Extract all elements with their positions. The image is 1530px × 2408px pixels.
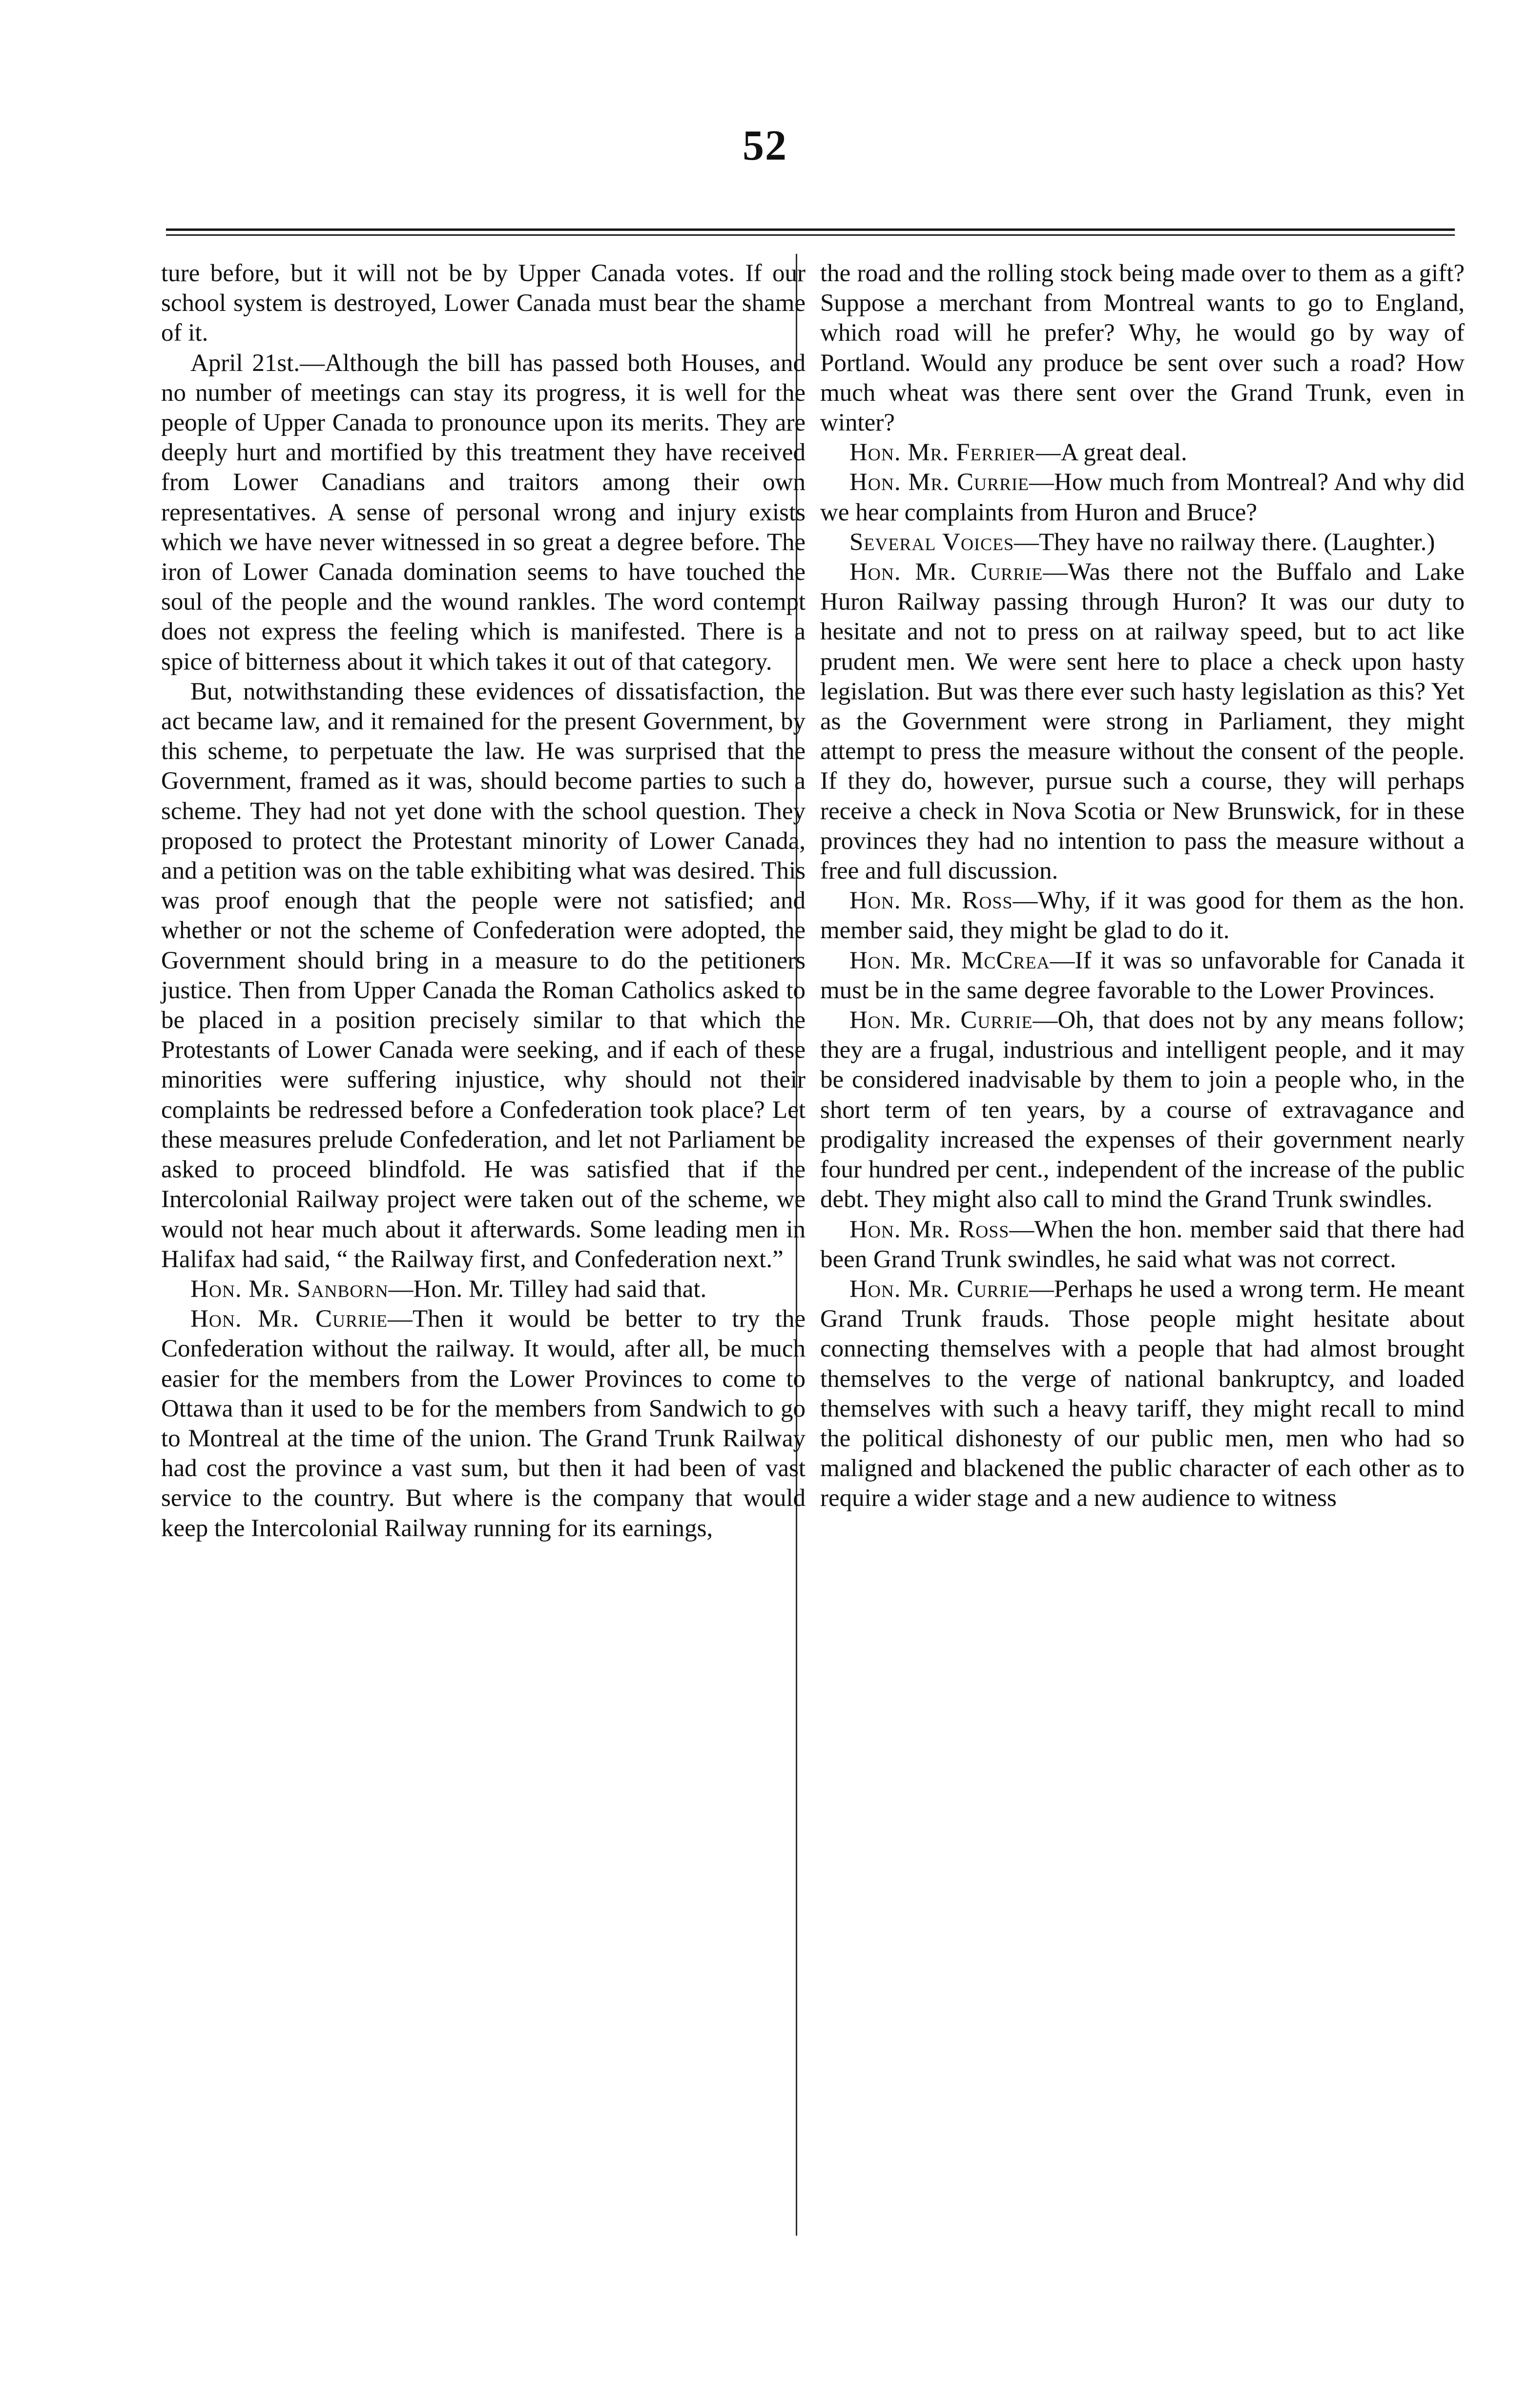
speech-text: —They have no railway there. (Laughter.) bbox=[1014, 528, 1435, 556]
right-paragraph-2 bbox=[820, 438, 1465, 468]
right-paragraph-6 bbox=[820, 886, 1465, 946]
left-paragraph-4 bbox=[161, 1275, 806, 1304]
left-paragraph-1: ture before, but it will not be by Upper Canada votes. If our school system is destroyed, Lower Canada must bear the shame of it. bbox=[161, 260, 806, 347]
speaker-name: Hon. Mr. Currie bbox=[849, 1007, 1033, 1034]
speaker-name: Hon. Mr. Currie bbox=[849, 558, 1043, 586]
speaker-name: Hon. Mr. Sanborn bbox=[190, 1275, 389, 1303]
header-rule bbox=[166, 228, 1455, 231]
header-rule-secondary bbox=[166, 234, 1455, 236]
speech-text: —Why, if it was good for them as the hon. member said, they might be glad to do it. bbox=[820, 887, 1465, 945]
right-paragraph-4 bbox=[820, 528, 1465, 557]
right-paragraph-9 bbox=[820, 1215, 1465, 1275]
left-paragraph-3: But, notwithstanding these evidences of dissatisfaction, the act became law, and it remained for the present Government, by this scheme, to perpetuate the law. He was surprised that the Government, framed as it was, should become parties to such a scheme. They had not yet done with the school question. They proposed to protect the Protestant minority of Lower Canada, and a petition was on the table exhibiting what was desired. This was proof enough that the people were not satisfied; and whether or not the scheme of Confederation were adopted, the Government should bring in a measure to do the petitioners justice. Then from Upper Canada the Roman Catholics asked to be placed in a position precisely similar to that which the Protestants of Lower Canada were seeking, and if each of these minorities were suffering injustice, why should not their complaints be redressed before a Confederation took place? Let these measures prelude Confederation, and let not Parliament be asked to proceed blindfold. He was satisfied that if the Intercolonial Railway project were taken out of the scheme, we would not hear much about it afterwards. Some leading men in Halifax had said, “ the Railway first, and Confederation next.” bbox=[161, 678, 806, 1273]
right-paragraph-7 bbox=[820, 946, 1465, 1006]
speech-text: —Hon. Mr. Tilley had said that. bbox=[388, 1275, 707, 1303]
speech-text: —Was there not the Buffalo and Lake Huron Railway passing through Huron? It was our duty to hesitate and not to press on at railway speed, but to act like prudent men. We were sent here to place a check upon hasty legislation. But was there ever such hasty legislation as this? Yet as the Government were strong in Parliament, they might attempt to press the measure without the consent of the people. If they do, however, pursue such a course, they will perhaps receive a check in Nova Scotia or New Brunswick, for in these provinces they had no intention to pass the measure without a free and full discussion. bbox=[820, 558, 1465, 885]
right-paragraph-1: the road and the rolling stock being made over to them as a gift? Suppose a merchant from Montreal wants to go to England, which road will he prefer? Why, he would go by way of Portland. Would any produce be sent over such a road? How much wheat was there sent over the Grand Trunk, even in winter? bbox=[820, 260, 1465, 437]
speaker-name: Hon. Mr. Ferrier bbox=[849, 439, 1036, 467]
left-paragraph-5 bbox=[161, 1304, 806, 1544]
speech-text: —When the hon. member said that there had been Grand Trunk swindles, he said what was not correct. bbox=[820, 1215, 1465, 1273]
speaker-name: Hon. Mr. Ross bbox=[849, 887, 1013, 915]
speech-text: —If it was so unfavorable for Canada it must be in the same degree favorable to the Lower Provinces. bbox=[820, 947, 1465, 1004]
right-paragraph-8 bbox=[820, 1006, 1465, 1214]
speech-text: —Then it would be better to try the Confederation without the railway. It would, after all, be much easier for the members from the Lower Provinces to come to Ottawa than it used to be for the members from Sandwich to go to Montreal at the time of the union. The Grand Trunk Railway had cost the province a vast sum, but then it had been of vast service to the country. But where is the company that would keep the Intercolonial Railway running for its earnings, bbox=[161, 1305, 806, 1542]
speaker-name: Several Voices bbox=[849, 528, 1014, 556]
page-number: 52 bbox=[743, 122, 787, 169]
left-paragraph-2: April 21st.—Although the bill has passed both Houses, and no number of meetings can stay its progress, it is well for the people of Upper Canada to pronounce upon its merits. They are deeply hurt and mortified by this treatment they have received from Lower Canadians and traitors among their own representatives. A sense of personal wrong and injury exists which we have never witnessed in so great a degree before. The iron of Lower Canada domination seems to have touched the soul of the people and the wound rankles. The word contempt does not express the feeling which is manifested. There is a spice of bitterness about it which takes it out of that category. bbox=[161, 349, 806, 676]
speech-text: —Perhaps he used a wrong term. He meant Grand Trunk frauds. Those people might hesitate about connecting themselves with a people that had almost brought themselves to the verge of national bankruptcy, and loaded themselves with such a heavy tariff, they might recall to mind the political dishonesty of our public men, men who had so maligned and blackened the public character of each other as to require a wider stage and a new audience to witness bbox=[820, 1275, 1465, 1512]
right-paragraph-5 bbox=[820, 557, 1465, 886]
speech-text: —Oh, that does not by any means follow; they are a frugal, industrious and intelligent people, and it may be considered inadvisable by them to join a people who, in the short term of ten years, by a course of extravagance and prodigality increased the expenses of their government nearly four hundred per cent., independent of the increase of the public debt. They might also call to mind the Grand Trunk swindles. bbox=[820, 1007, 1465, 1214]
speech-text: —A great deal. bbox=[1035, 439, 1187, 467]
speaker-name: Hon. Mr. McCrea bbox=[849, 947, 1050, 974]
left-column bbox=[161, 259, 806, 1544]
right-paragraph-10 bbox=[820, 1275, 1465, 1514]
speaker-name: Hon. Mr. Ross bbox=[849, 1215, 1010, 1243]
speaker-name: Hon. Mr. Currie bbox=[849, 1275, 1029, 1303]
speech-text: —How much from Montreal? And why did we hear complaints from Huron and Bruce? bbox=[820, 469, 1465, 526]
right-column bbox=[820, 259, 1465, 1514]
speaker-name: Hon. Mr. Currie bbox=[190, 1305, 388, 1333]
speaker-name: Hon. Mr. Currie bbox=[849, 469, 1029, 496]
right-paragraph-3 bbox=[820, 468, 1465, 527]
